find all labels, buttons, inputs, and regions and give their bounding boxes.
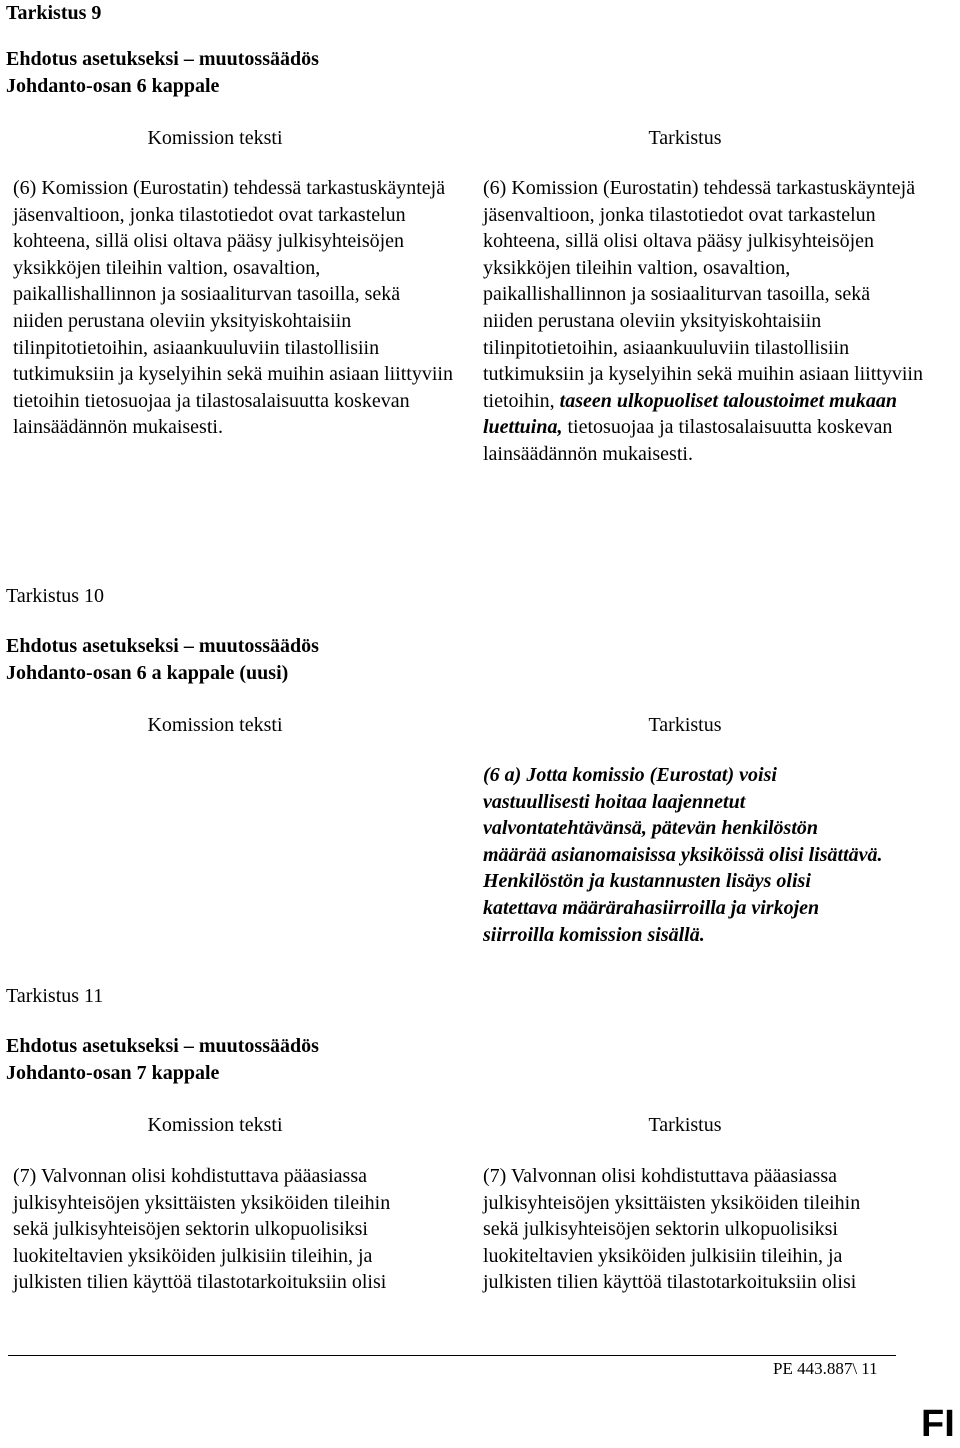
amendment-11-amendment-heading: Tarkistus	[648, 1114, 722, 1136]
amendment-11-title: Tarkistus 11	[6, 985, 104, 1007]
amendment-10-amendment-text: (6 a) Jotta komissio (Eurostat) voisi vastuullisesti hoitaa laajennetut valvontatehtävänsä, pätevän henkilöstön määrää asianomaisissa yksiköissä olisi lisättävä. Henkilöstön ja kustannusten lisäys olisi katettava määrärahasiirroilla ja virkojen siirroilla komission sisällä.	[483, 764, 883, 946]
footer-reference: PE 443.887\ 11	[773, 1359, 878, 1378]
amendment-9-commission-heading: Komission teksti	[147, 127, 283, 149]
amendment-10-title: Tarkistus 10	[6, 585, 105, 607]
amendment-11-commission-heading: Komission teksti	[147, 1114, 283, 1136]
footer-rule	[8, 1355, 896, 1356]
amendment-9-proposal: Ehdotus asetukseksi – muutossäädös	[6, 48, 319, 70]
amendment-11-amendment-text: (7) Valvonnan olisi kohdistuttava pääasiassa julkisyhteisöjen yksittäisten yksiköiden tileihin sekä julkisyhteisöjen sektorin ulkopuolisiksi luokiteltavien yksiköiden julkisiin tileihin, ja julkisten tilien käyttöä tilastotarkoituksiin olisi	[483, 1165, 861, 1294]
amendment-10-proposal: Ehdotus asetukseksi – muutossäädös	[6, 635, 319, 657]
amendment-9-section: Johdanto-osan 6 kappale	[6, 75, 220, 97]
amendment-11-commission-text: (7) Valvonnan olisi kohdistuttava pääasiassa julkisyhteisöjen yksittäisten yksiköiden tileihin sekä julkisyhteisöjen sektorin ulkopuolisiksi luokiteltavien yksiköiden julkisiin tileihin, ja julkisten tilien käyttöä tilastotarkoituksiin olisi	[13, 1165, 391, 1294]
amendment-9-commission-text: (6) Komission (Eurostatin) tehdessä tarkastuskäyntejä jäsenvaltioon, jonka tilastotiedot ovat tarkastelun kohteena, sillä olisi oltava pääsy julkisyhteisöjen yksikköjen tileihin valtion, osavaltion, paikallishallinnon ja sosiaaliturvan tasoilla, sekä niiden perustana oleviin yksityiskohtaisiin tilinpitotietoihin, asiaankuuluviin tilastollisiin tutkimuksiin ja kyselyihin sekä muihin asiaan liittyviin tietoihin tietosuojaa ja tilastosalaisuutta koskevan lainsäädännön mukaisesti.	[13, 177, 453, 439]
amendment-11-section: Johdanto-osan 7 kappale	[6, 1062, 220, 1084]
amendment-10-amendment-heading: Tarkistus	[648, 714, 722, 736]
amendment-9-amendment-text	[483, 175, 923, 468]
amendment-9-text-added: taseen ulkopuoliset taloustoimet mukaan luettuina,	[483, 389, 897, 439]
amendment-9-amendment-heading: Tarkistus	[648, 127, 722, 149]
amendment-9-text-before: (6) Komission (Eurostatin) tehdessä tarkastuskäyntejä jäsenvaltioon, jonka tilastotiedot ovat tarkastelun kohteena, sillä olisi oltava pääsy julkisyhteisöjen yksikköjen tileihin valtion, osavaltion, paikallishallinnon ja sosiaaliturvan tasoilla, sekä niiden perustana oleviin yksityiskohtaisiin tilinpitotietoihin, asiaankuuluviin tilastollisiin tutkimuksiin ja kyselyihin sekä muihin asiaan liittyviin tietoihin,	[483, 177, 923, 412]
amendment-10-section: Johdanto-osan 6 a kappale (uusi)	[6, 662, 289, 684]
amendment-11-proposal: Ehdotus asetukseksi – muutossäädös	[6, 1035, 319, 1057]
amendment-10-commission-heading: Komission teksti	[147, 714, 283, 736]
amendment-9-title: Tarkistus 9	[6, 2, 102, 24]
amendment-9-text-after: tietosuojaa ja tilastosalaisuutta koskevan lainsäädännön mukaisesti.	[483, 416, 893, 465]
footer-language-code: FI	[921, 1403, 955, 1445]
